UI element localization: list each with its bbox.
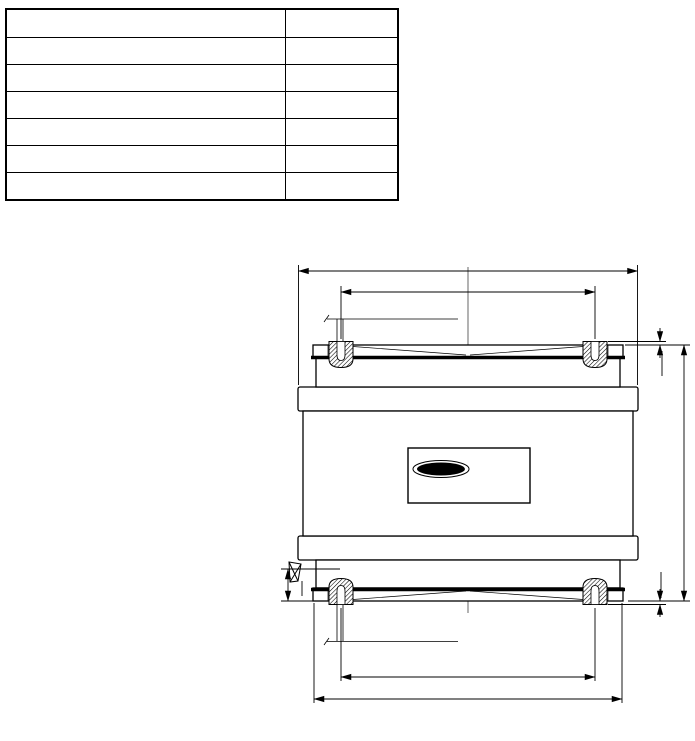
spec-value-cell xyxy=(286,119,399,146)
spec-row-tolerance xyxy=(6,92,398,119)
spec-header-row xyxy=(6,9,398,38)
spec-label-cell xyxy=(6,119,286,146)
spec-value-cell xyxy=(286,173,399,201)
spec-header-empty-cell xyxy=(286,9,399,38)
drawing-svg xyxy=(270,250,695,737)
spec-row-cooling xyxy=(6,146,398,173)
nameplate xyxy=(408,448,530,503)
spec-value-cell xyxy=(286,146,399,173)
spec-label-cell xyxy=(6,92,286,119)
spec-row-weight xyxy=(6,173,398,201)
mount-tab-section xyxy=(289,562,301,582)
chart-svg xyxy=(0,240,290,550)
bottom-step xyxy=(316,560,620,588)
spec-value-cell xyxy=(286,92,399,119)
spec-label-cell xyxy=(6,173,286,201)
spec-row-max-current xyxy=(6,119,398,146)
spec-label-cell xyxy=(6,65,286,92)
spec-value-cell xyxy=(286,38,399,65)
spec-value-cell xyxy=(286,65,399,92)
spec-label-cell xyxy=(6,38,286,65)
spec-label-cell xyxy=(6,146,286,173)
top-flange xyxy=(298,387,638,411)
top-step xyxy=(316,358,620,387)
capacitor-outline-drawing xyxy=(270,250,695,737)
bolt-top-left-thread xyxy=(337,342,345,361)
bolt-bottom-left-thread xyxy=(337,586,345,605)
spec-table xyxy=(5,8,399,201)
spec-row-capacity xyxy=(6,38,398,65)
bolt-top-right-thread xyxy=(591,342,599,361)
bolt-bottom-right-thread xyxy=(591,586,599,605)
imax-frequency-chart xyxy=(0,240,290,550)
spec-row-voltage xyxy=(6,65,398,92)
spec-header-cell xyxy=(6,9,286,38)
bottom-flange xyxy=(298,536,638,560)
nameplate-logo xyxy=(417,463,465,476)
